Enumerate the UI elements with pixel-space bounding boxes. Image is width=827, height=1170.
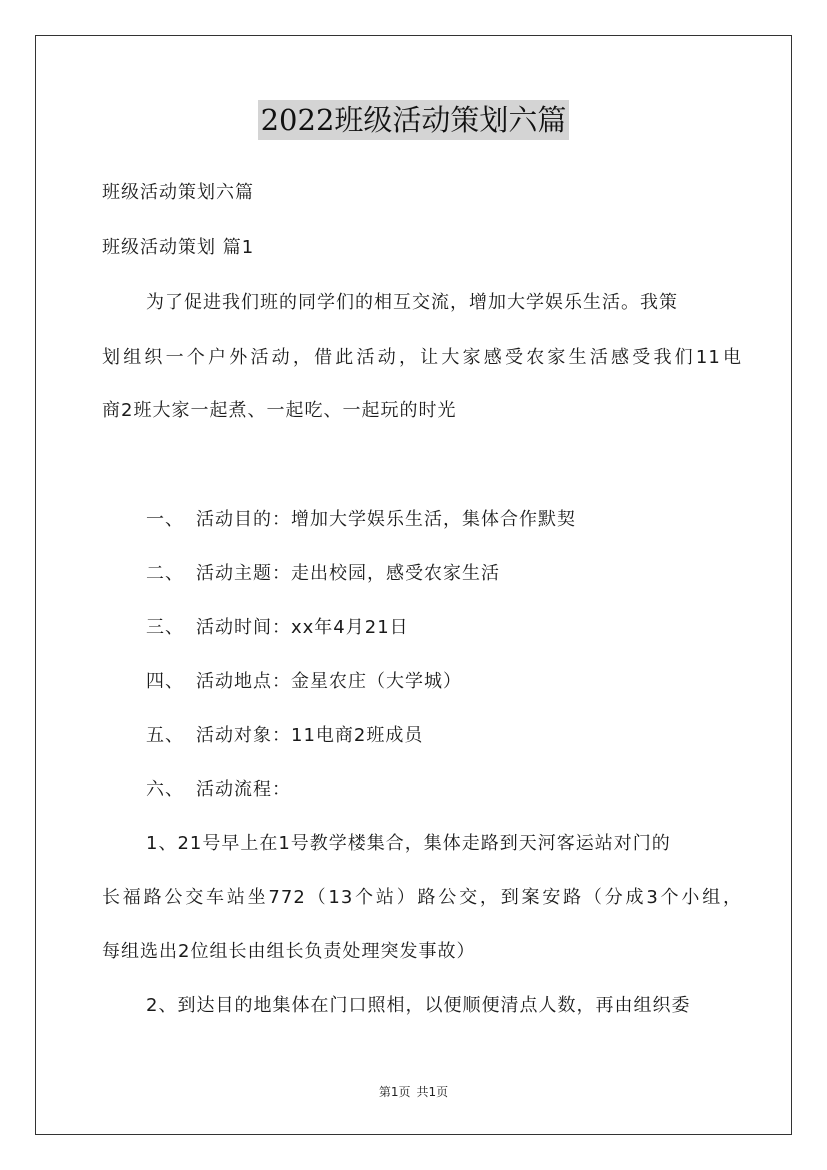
list-item-text: 活动目的：增加大学娱乐生活，集体合作默契	[196, 509, 576, 530]
page-number-total: 共1页	[416, 1085, 449, 1099]
list-item	[146, 778, 291, 802]
step1-line-3: 每组选出2位组长由组长负责处理突发事故）	[102, 941, 476, 962]
title-wrap	[0, 100, 827, 140]
list-item-text: 活动地点：金星农庄（大学城）	[196, 671, 462, 692]
list-item-text: 活动时间：xx年4月21日	[196, 617, 409, 638]
document-subtitle: 班级活动策划六篇	[102, 182, 254, 203]
intro-line-1: 为了促进我们班的同学们的相互交流，增加大学娱乐生活。我策	[146, 292, 678, 313]
step1-line-1: 1、21号早上在1号教学楼集合，集体走路到天河客运站对门的	[146, 833, 671, 854]
list-item-number: 二、	[146, 563, 184, 584]
page-footer	[0, 1083, 827, 1100]
page-number-current: 第1页	[378, 1085, 411, 1099]
list-item-number: 五、	[146, 725, 184, 746]
section-heading: 班级活动策划 篇1	[102, 237, 255, 258]
list-item-number: 三、	[146, 617, 184, 638]
list-item	[146, 508, 576, 532]
document-title: 2022班级活动策划六篇	[258, 100, 570, 140]
list-item-number: 四、	[146, 671, 184, 692]
step2-line-1: 2、到达目的地集体在门口照相，以便顺便清点人数，再由组织委	[146, 995, 691, 1016]
list-item	[146, 670, 462, 694]
list-item-text: 活动对象：11电商2班成员	[196, 725, 424, 746]
step1-line-2: 长福路公交车站坐772（13个站）路公交，到案安路（分成3个小组，	[102, 887, 742, 908]
list-item	[146, 724, 423, 748]
list-item-text: 活动主题：走出校园，感受农家生活	[196, 563, 500, 584]
list-item-text: 活动流程：	[196, 779, 291, 800]
list-item-number: 一、	[146, 509, 184, 530]
list-item-number: 六、	[146, 779, 184, 800]
intro-line-2: 划组织一个户外活动，借此活动，让大家感受农家生活感受我们11电	[102, 347, 742, 368]
intro-line-3: 商2班大家一起煮、一起吃、一起玩的时光	[102, 400, 457, 421]
list-item	[146, 616, 409, 640]
list-item	[146, 562, 500, 586]
